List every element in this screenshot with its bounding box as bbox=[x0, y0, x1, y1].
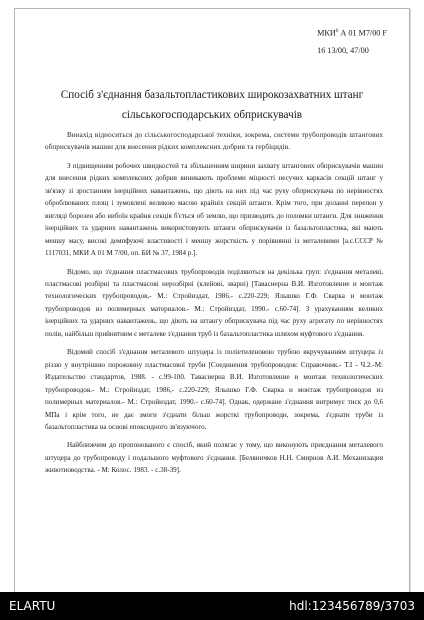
repository-name: ELARTU bbox=[9, 599, 56, 613]
paragraph-nearest-method: Найближчим до пропонованого є спосіб, який полягає у тому, що виконують приєднання металевого штуцера до трубопроводу і подальшого муфтового з'єднання. [Беляничков Н.Н. Смирнов А.И. Механизация животноводства. - М: Колос. 1983. - с.38-39]. bbox=[45, 441, 383, 475]
paragraph-known-connections: Відомо, що з'єднання пластмасових трубопроводів поділяються на декілька груп: з'єднання металеві, пластмасові розбірні та пластмасові нерозбірні (клейові, зварні) [Тавасиерна В.И. Изготовление и монтаж технологических трубопроводов,- М.: Стройиздат, 1986.- с.220-229; Ялышко Г.Ф. Сварка и монтаж трубопроводов из полимерных материалов.- М.: Стройиздат, 1990.- с.60-74]. З урахуванням великих інерційних та ударних навантажень, що діють на штангу обприскувача під час руху агрегату по нерівностях полів, найбільш прийнятним є металеве з'єднання труб із базальтопластика шляхом муфтового з'єднання. bbox=[45, 267, 383, 338]
paragraph-intro: Винахід відноситься до сільськогосподарської техніки, зокрема, системи трубопроводів штангових обприскувачів машин для внесення рідких комплексних добрив та гербіцидів. bbox=[45, 131, 383, 152]
classification-code bbox=[317, 23, 387, 59]
document-title: Спосіб з'єднання базальтопластикових широкозахватних штанг сільськогосподарських обприскувачів bbox=[60, 89, 364, 121]
handle-link[interactable]: hdl:123456789/3703 bbox=[289, 599, 415, 613]
document-page bbox=[14, 8, 410, 594]
paragraph-background: З підвищенням робочих швидкостей та збільшенням ширини захвату штангових обприскувачів машин для внесення рідких комплексних добрив виникають проблеми міцності несучих каркасів секцій штанг у зв'язку зі зростанням інерційних навантажень, що діють на них під час руху обприскувача по нерівностях оброблюваних площ і зумовлені великою масою крайніх секцій штанги. Крім того, при доланні перепон у вигляді борозен або вибоїн крайня секція б'ється об землю, що призводить до поломки штанги. Для зниження інерційних та ударних навантажень використовують штанги обприскувачів із базальтопластика, які мають меншу масу, високі демпфуючі властивості і меншу жорсткість у порівнянні із металевими [а.с.СССР № 1117031, МКИ А 01 М 7/00, оп. БИ № 37, 1984 р.]. bbox=[45, 161, 383, 258]
classification-line-2: 16 13/00, 47/00 bbox=[317, 45, 369, 55]
paragraph-known-method: Відомий спосіб з'єднання металевого штуцера із поліетиленовою трубою вкручуванням штуцера із різзю у внутрішню порожнину пластмасової труби [Соединения трубопроводов: Справочник.- Т.І - Ч.2.-М: Издательство стандартов, 1988. - с.99-100. Тавасиерна В.И. Изготовление и монтаж технологических трубопроводов.- М.: Стройиздат, 1986,- с.220-229; Ялышко Г.Ф. Сварка и монтаж трубопроводов из полимерных материалов.- М.: Стройиздат, 1990.- с.60-74]. Однак, одержане з'єднання витримує тиск до 0,6 МПа і крім того, не дає змоги з'єднати більш жорсткі трубопроводи, зокрема, з'єднати труби із базальтопластика на основі епоксидного зв'язуючого. bbox=[45, 348, 383, 431]
classification-line-1: МКИ$^6$ А 01 М7/00 F bbox=[317, 28, 387, 38]
document-body bbox=[45, 129, 383, 477]
repository-footer bbox=[0, 592, 424, 620]
